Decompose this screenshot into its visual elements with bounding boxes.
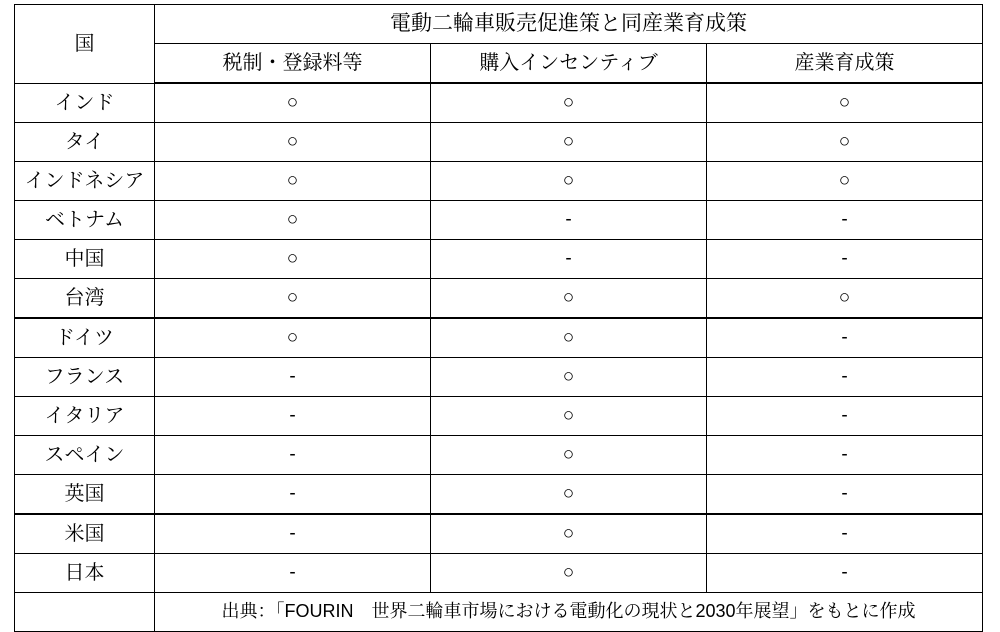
source-blank-cell: [15, 593, 155, 632]
table-row: [15, 240, 983, 279]
table-source-row: [15, 593, 983, 632]
table-header-row-columns: [15, 44, 983, 84]
source-note: 出典：「FOURIN 世界二輪車市場における電動化の現状と2030年展望」をもとに作成: [155, 593, 983, 632]
row-incentive-mark: ○: [431, 318, 707, 358]
row-tax-mark: ○: [155, 240, 431, 279]
table-row: [15, 554, 983, 593]
table-sheet: [0, 4, 1000, 624]
row-industry-mark: -: [707, 201, 983, 240]
row-incentive-mark: ○: [431, 514, 707, 554]
row-country: 日本: [15, 554, 155, 593]
row-industry-mark: -: [707, 436, 983, 475]
row-incentive-mark: ○: [431, 436, 707, 475]
row-incentive-mark: ○: [431, 123, 707, 162]
table-row: [15, 514, 983, 554]
row-tax-mark: ○: [155, 83, 431, 123]
row-tax-mark: -: [155, 514, 431, 554]
header-column-incentive: 購入インセンティブ: [431, 44, 707, 84]
row-incentive-mark: -: [431, 201, 707, 240]
row-incentive-mark: ○: [431, 83, 707, 123]
row-tax-mark: -: [155, 358, 431, 397]
row-industry-mark: ○: [707, 83, 983, 123]
row-tax-mark: ○: [155, 123, 431, 162]
row-country: タイ: [15, 123, 155, 162]
row-incentive-mark: ○: [431, 279, 707, 319]
table-body: [15, 5, 983, 632]
table-row: [15, 83, 983, 123]
row-country: ベトナム: [15, 201, 155, 240]
row-tax-mark: -: [155, 554, 431, 593]
row-country: 英国: [15, 475, 155, 515]
row-tax-mark: -: [155, 475, 431, 515]
header-country: 国: [15, 5, 155, 84]
row-incentive-mark: ○: [431, 554, 707, 593]
row-country: 台湾: [15, 279, 155, 319]
table-row: [15, 318, 983, 358]
ev-motorcycle-policy-table: [14, 4, 983, 632]
row-country: インド: [15, 83, 155, 123]
row-country: 米国: [15, 514, 155, 554]
row-incentive-mark: ○: [431, 475, 707, 515]
row-industry-mark: ○: [707, 162, 983, 201]
row-tax-mark: ○: [155, 201, 431, 240]
row-industry-mark: -: [707, 475, 983, 515]
row-incentive-mark: ○: [431, 397, 707, 436]
row-country: インドネシア: [15, 162, 155, 201]
table-row: [15, 279, 983, 319]
row-incentive-mark: -: [431, 240, 707, 279]
row-industry-mark: ○: [707, 279, 983, 319]
header-column-industry: 産業育成策: [707, 44, 983, 84]
row-country: スペイン: [15, 436, 155, 475]
row-tax-mark: ○: [155, 279, 431, 319]
table-row: [15, 123, 983, 162]
table-row: [15, 358, 983, 397]
row-tax-mark: ○: [155, 318, 431, 358]
header-policy-group: 電動二輪車販売促進策と同産業育成策: [155, 5, 983, 44]
row-tax-mark: -: [155, 436, 431, 475]
row-industry-mark: -: [707, 318, 983, 358]
row-country: フランス: [15, 358, 155, 397]
header-column-tax: 税制・登録料等: [155, 44, 431, 84]
row-country: イタリア: [15, 397, 155, 436]
row-industry-mark: -: [707, 554, 983, 593]
row-industry-mark: -: [707, 240, 983, 279]
row-incentive-mark: ○: [431, 358, 707, 397]
row-industry-mark: -: [707, 514, 983, 554]
row-tax-mark: ○: [155, 162, 431, 201]
table-row: [15, 436, 983, 475]
row-industry-mark: -: [707, 358, 983, 397]
row-industry-mark: ○: [707, 123, 983, 162]
table-row: [15, 475, 983, 515]
table-row: [15, 162, 983, 201]
row-country: 中国: [15, 240, 155, 279]
table-row: [15, 201, 983, 240]
row-incentive-mark: ○: [431, 162, 707, 201]
table-row: [15, 397, 983, 436]
row-industry-mark: -: [707, 397, 983, 436]
row-tax-mark: -: [155, 397, 431, 436]
table-header-row-group: [15, 5, 983, 44]
row-country: ドイツ: [15, 318, 155, 358]
